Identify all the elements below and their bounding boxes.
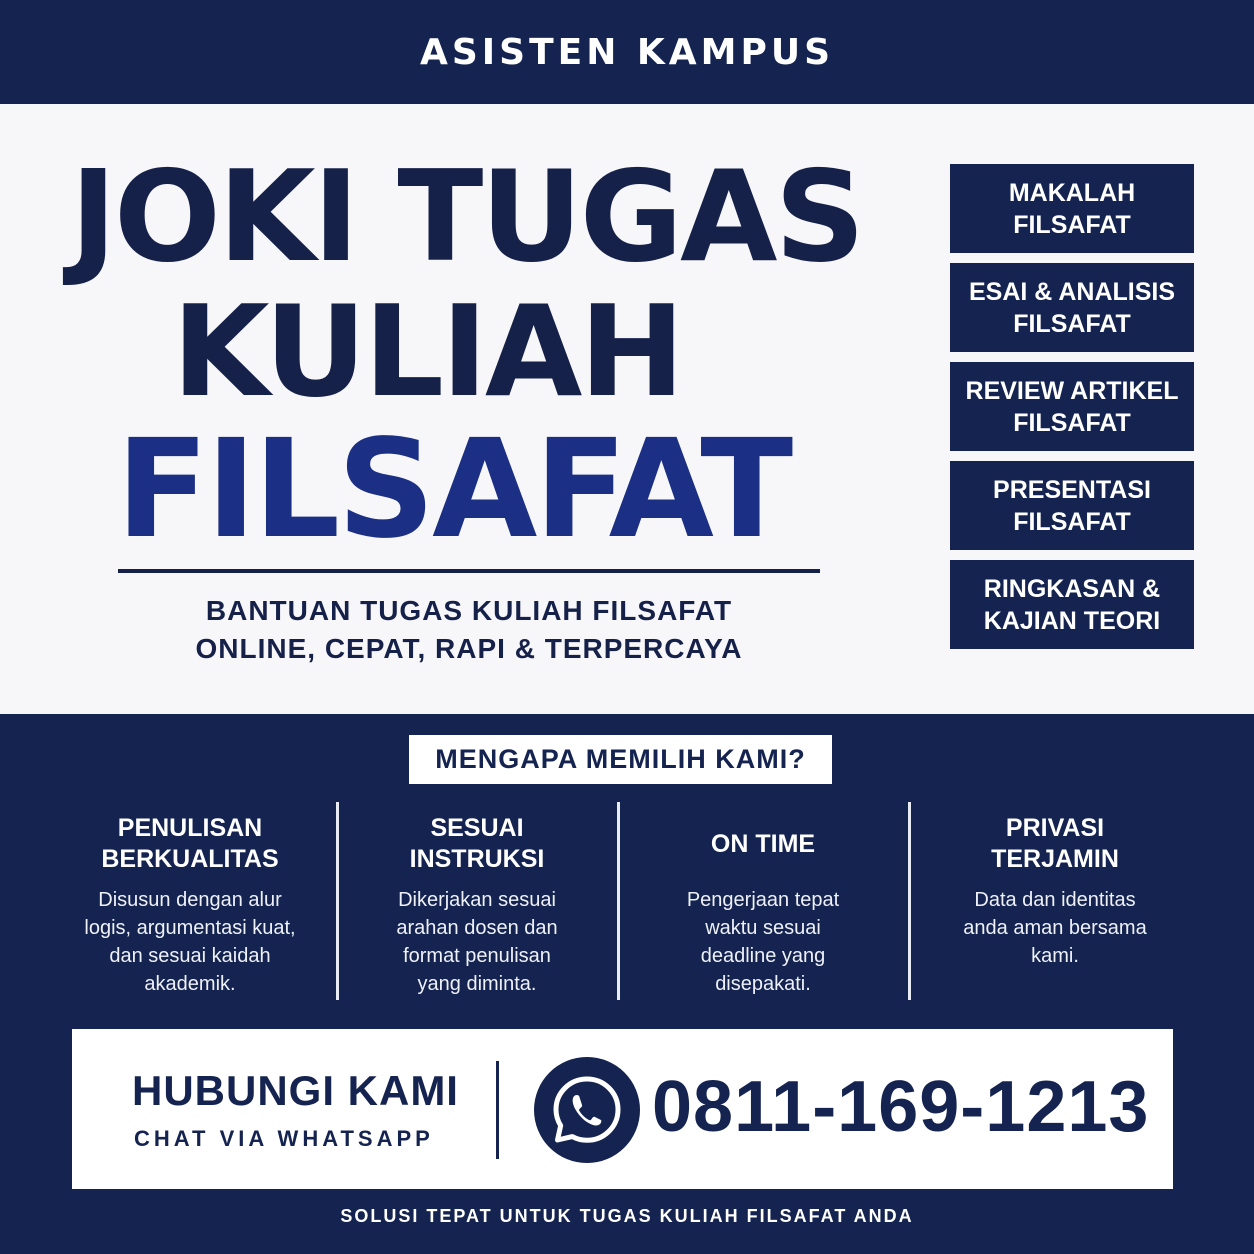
feature-description [48, 886, 332, 998]
service-label-line-1: PRESENTASI [993, 475, 1151, 504]
hero-subtitle [118, 592, 820, 668]
service-label-line-2: FILSAFAT [1013, 507, 1131, 536]
headline-line-3: FILSAFAT [116, 411, 791, 569]
footer-tagline: SOLUSI TEPAT UNTUK TUGAS KULIAH FILSAFAT ANDA [340, 1206, 914, 1226]
contact-subtitle: CHAT VIA WHATSAPP [134, 1126, 434, 1151]
contact-title: HUBUNGI KAMI [132, 1067, 459, 1114]
feature-desc-line: deadline yang [700, 945, 826, 967]
feature-desc-line: akademik. [144, 973, 236, 995]
feature-desc-line: Data dan identitas [974, 889, 1136, 911]
feature-title-line-1: ON TIME [710, 829, 816, 858]
service-label-line-1: RINGKASAN & [983, 574, 1161, 603]
feature-divider [617, 802, 620, 1000]
services-list [950, 164, 1194, 659]
feature-privacy [914, 802, 1196, 1000]
service-label-line-1: MAKALAH [1008, 178, 1136, 207]
feature-quality [48, 802, 332, 1000]
service-presentasi [950, 461, 1194, 550]
feature-on-time [621, 802, 905, 1000]
feature-desc-line: yang diminta. [417, 973, 537, 995]
feature-description [914, 886, 1196, 970]
subtitle-line-1: BANTUAN TUGAS KULIAH FILSAFAT [205, 595, 733, 626]
hero-section [0, 104, 1254, 714]
headline-line-2: KULIAH [172, 278, 682, 425]
service-label-line-1: REVIEW ARTIKEL [965, 376, 1179, 405]
phone-number[interactable]: 0811-169-1213 [652, 1067, 1150, 1147]
feature-title-line-1: SESUAI [430, 814, 524, 842]
whatsapp-icon[interactable] [534, 1057, 640, 1163]
headline-line-1: JOKI TUGAS [70, 143, 863, 290]
contact-box[interactable] [72, 1029, 1173, 1189]
feature-description [340, 886, 614, 998]
feature-title-line-2: TERJAMIN [991, 845, 1119, 873]
feature-title-line-2: BERKUALITAS [101, 845, 279, 873]
feature-desc-line: Disusun dengan alur [98, 889, 282, 911]
service-review-artikel [950, 362, 1194, 451]
service-ringkasan [950, 560, 1194, 649]
feature-title [340, 802, 614, 886]
feature-desc-line: logis, argumentasi kuat, [84, 917, 296, 939]
service-esai [950, 263, 1194, 352]
feature-description [621, 886, 905, 998]
feature-title [914, 802, 1196, 886]
service-label-line-2: FILSAFAT [1013, 408, 1131, 437]
feature-title-line-2: INSTRUKSI [409, 845, 545, 873]
service-label-line-2: FILSAFAT [1013, 309, 1131, 338]
top-banner [0, 0, 1254, 104]
feature-instruction [340, 802, 614, 1000]
service-label-line-2: FILSAFAT [1013, 210, 1131, 239]
feature-title [621, 802, 905, 886]
brand-name: ASISTEN KAMPUS [419, 31, 835, 73]
feature-desc-line: Dikerjakan sesuai [398, 889, 556, 911]
service-label-line-2: KAJIAN TEORI [983, 606, 1161, 635]
feature-desc-line: kami. [1031, 945, 1079, 967]
subtitle-line-2: ONLINE, CEPAT, RAPI & TERPERCAYA [195, 633, 743, 664]
feature-divider [336, 802, 339, 1000]
contact-divider [496, 1061, 499, 1159]
feature-desc-line: format penulisan [403, 945, 551, 967]
feature-divider [908, 802, 911, 1000]
feature-desc-line: dan sesuai kaidah [109, 945, 271, 967]
feature-title [48, 802, 332, 886]
feature-desc-line: anda aman bersama [963, 917, 1147, 939]
features-row [48, 802, 1208, 1000]
service-makalah [950, 164, 1194, 253]
feature-desc-line: waktu sesuai [705, 917, 821, 939]
why-choose-us-label: MENGAPA MEMILIH KAMI? [409, 735, 832, 784]
feature-desc-line: disepakati. [715, 973, 811, 995]
service-label-line-1: ESAI & ANALISIS [968, 277, 1176, 306]
feature-title-line-1: PENULISAN [117, 814, 263, 842]
feature-title-line-1: PRIVASI [1005, 814, 1105, 842]
feature-desc-line: Pengerjaan tepat [686, 889, 840, 911]
headline-divider [118, 569, 820, 573]
feature-desc-line: arahan dosen dan [396, 917, 558, 939]
